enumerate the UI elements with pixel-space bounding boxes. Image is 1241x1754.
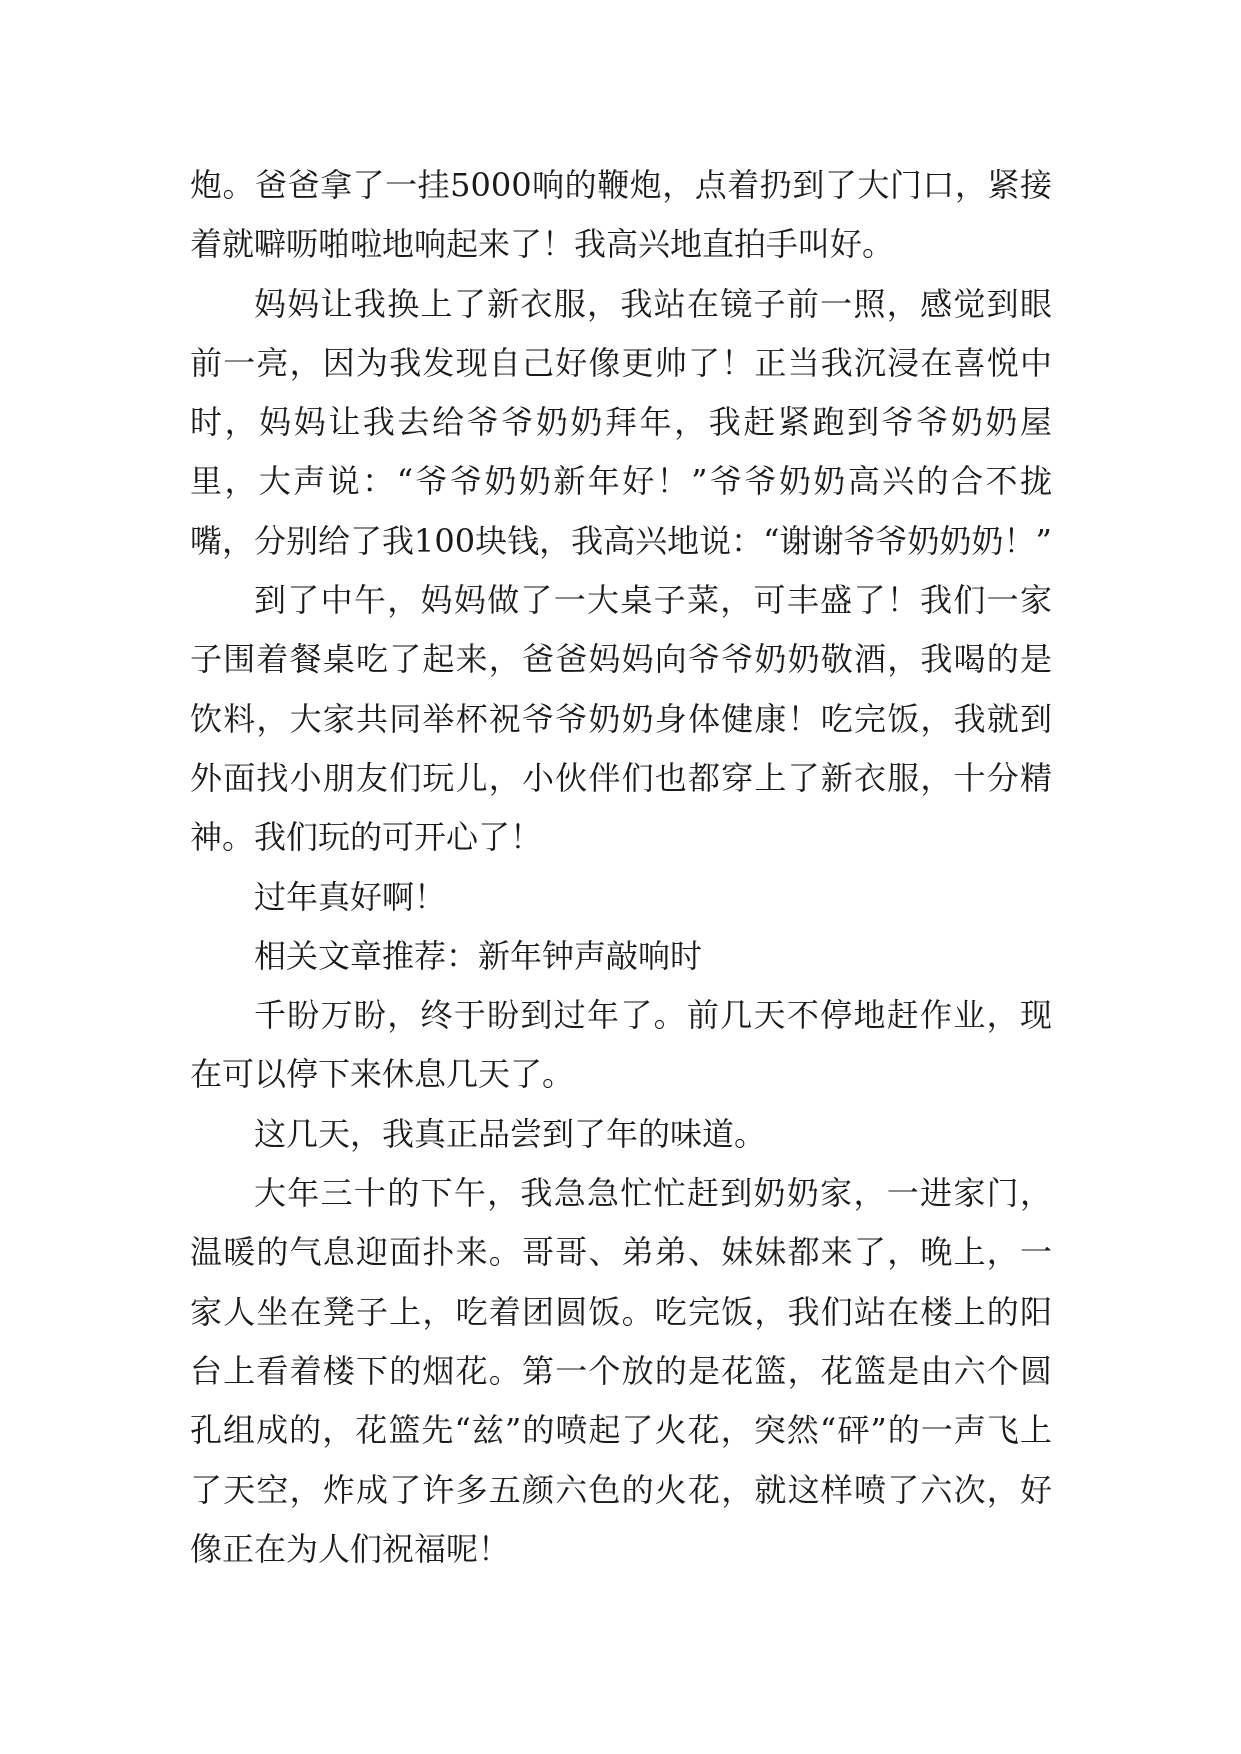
document-body	[190, 156, 1052, 1579]
paragraph: 到了中午，妈妈做了一大桌子菜，可丰盛了！我们一家子围着餐桌吃了起来，爸爸妈妈向爷爷奶奶敬酒，我喝的是饮料，大家共同举杯祝爷爷奶奶身体健康！吃完饭，我就到外面找小朋友们玩儿，小伙伴们也都穿上了新衣服，十分精神。我们玩的可开心了！	[190, 581, 1052, 857]
paragraph: 炮。爸爸拿了一挂5000响的鞭炮，点着扔到了大门口，紧接着就噼呖啪啦地响起来了！我高兴地直拍手叫好。	[190, 166, 1052, 264]
paragraph: 大年三十的下午，我急急忙忙赶到奶奶家，一进家门，温暖的气息迎面扑来。哥哥、弟弟、妹妹都来了，晚上，一家人坐在凳子上，吃着团圆饭。吃完饭，我们站在楼上的阳台上看着楼下的烟花。第一个放的是花篮，花篮是由六个圆孔组成的，花篮先“兹”的喷起了火花，突然“砰”的一声飞上了天空，炸成了许多五颜六色的火花，就这样喷了六次，好像正在为人们祝福呢！	[190, 1174, 1052, 1568]
paragraph: 这几天，我真正品尝到了年的味道。	[254, 1114, 767, 1153]
paragraph: 千盼万盼，终于盼到过年了。前几天不停地赶作业，现在可以停下来休息几天了。	[190, 996, 1052, 1094]
related-article-heading: 相关文章推荐：新年钟声敲响时	[254, 936, 703, 975]
paragraph: 妈妈让我换上了新衣服，我站在镜子前一照，感觉到眼前一亮，因为我发现自己好像更帅了！正当我沉浸在喜悦中时，妈妈让我去给爷爷奶奶拜年，我赶紧跑到爷爷奶奶屋里，大声说：“爷爷奶奶新年好！”爷爷奶奶高兴的合不拢嘴，分别给了我100块钱，我高兴地说：“谢谢爷爷奶奶奶！”	[190, 284, 1052, 560]
paragraph: 过年真好啊！	[254, 877, 447, 916]
